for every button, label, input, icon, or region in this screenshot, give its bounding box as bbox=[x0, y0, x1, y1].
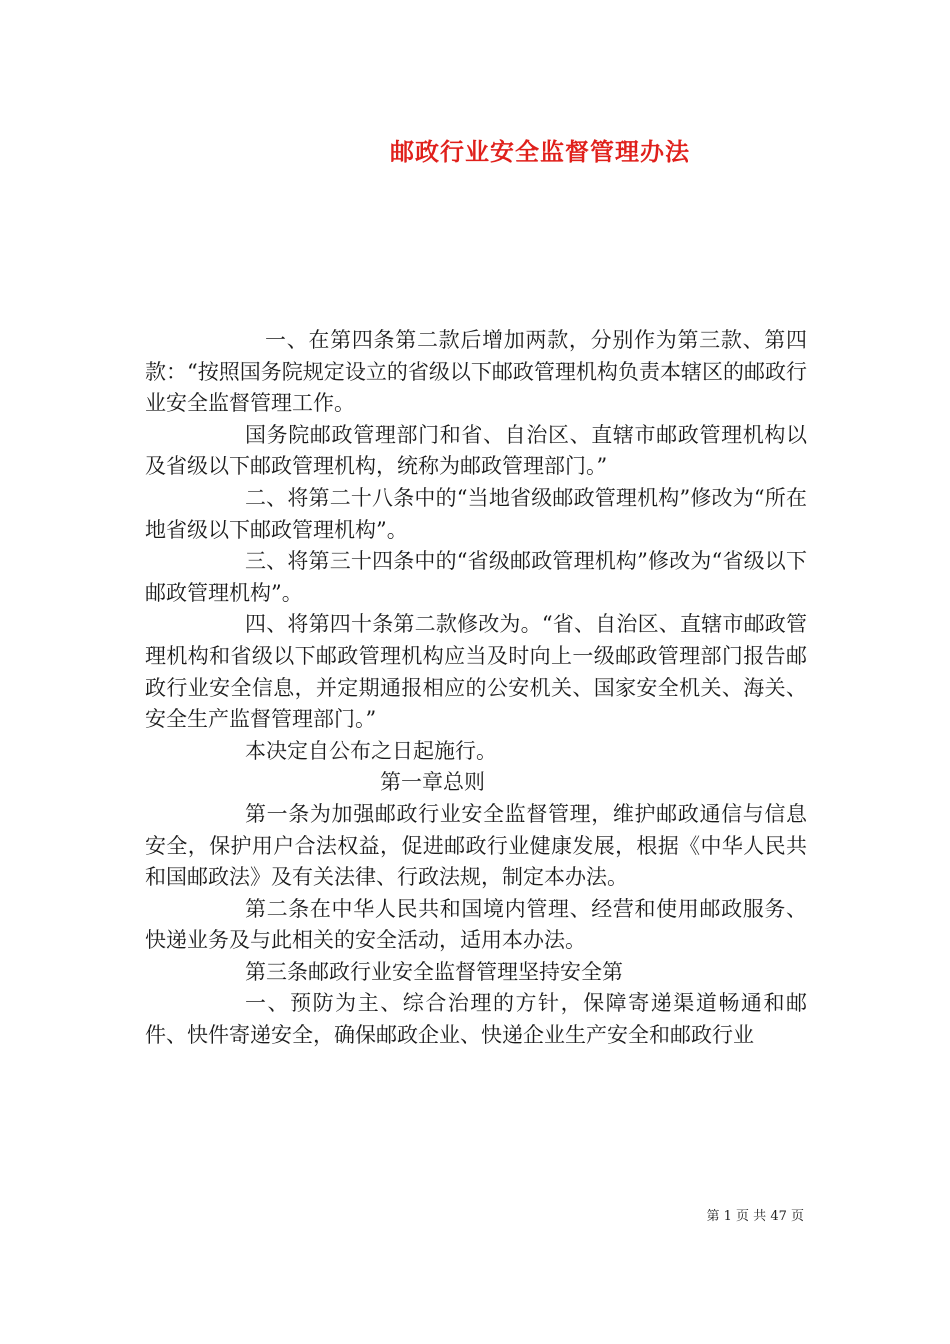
paragraph-effective-date: 本决定自公布之日起施行。 bbox=[245, 738, 497, 763]
paragraph-article-3: 第三条邮政行业安全监督管理坚持安全第 bbox=[245, 959, 623, 984]
page-number-footer: 第 1 页 共 47 页 bbox=[706, 1209, 804, 1224]
paragraph-article-3-cont: 一、预防为主、综合治理的方针，保障寄递渠道畅通和邮件、快件寄递安全，确保邮政企业、快递企业生产安全和邮政行业 bbox=[145, 991, 807, 1048]
chapter-heading: 第一章总则 bbox=[380, 770, 485, 795]
paragraph-amendment-2: 二、将第二十八条中的“当地省级邮政管理机构”修改为“所在地省级以下邮政管理机构”。 bbox=[145, 485, 807, 542]
paragraph-amendment-1: 一、在第四条第二款后增加两款，分别作为第三款、第四款：“按照国务院规定设立的省级以下邮政管理机构负责本辖区的邮政行业安全监督管理工作。 bbox=[145, 328, 807, 416]
document-body bbox=[145, 325, 807, 1052]
paragraph-amendment-4: 四、将第四十条第二款修改为。“省、自治区、直辖市邮政管理机构和省级以下邮政管理机构应当及时向上一级邮政管理部门报告邮政行业安全信息，并定期通报相应的公安机关、国家安全机关、海关、安全生产监督管理部门。” bbox=[145, 612, 807, 732]
paragraph-amendment-3: 三、将第三十四条中的“省级邮政管理机构”修改为“省级以下邮政管理机构”。 bbox=[145, 549, 807, 605]
document-title: 邮政行业安全监督管理办法 bbox=[390, 138, 690, 166]
paragraph-article-2: 第二条在中华人民共和国境内管理、经营和使用邮政服务、快递业务及与此相关的安全活动，适用本办法。 bbox=[145, 896, 807, 953]
paragraph-amendment-1-cont: 国务院邮政管理部门和省、自治区、直辖市邮政管理机构以及省级以下邮政管理机构，统称为邮政管理部门。” bbox=[145, 422, 807, 479]
paragraph-article-1: 第一条为加强邮政行业安全监督管理，维护邮政通信与信息安全，保护用户合法权益，促进邮政行业健康发展，根据《中华人民共和国邮政法》及有关法律、行政法规，制定本办法。 bbox=[145, 801, 807, 890]
